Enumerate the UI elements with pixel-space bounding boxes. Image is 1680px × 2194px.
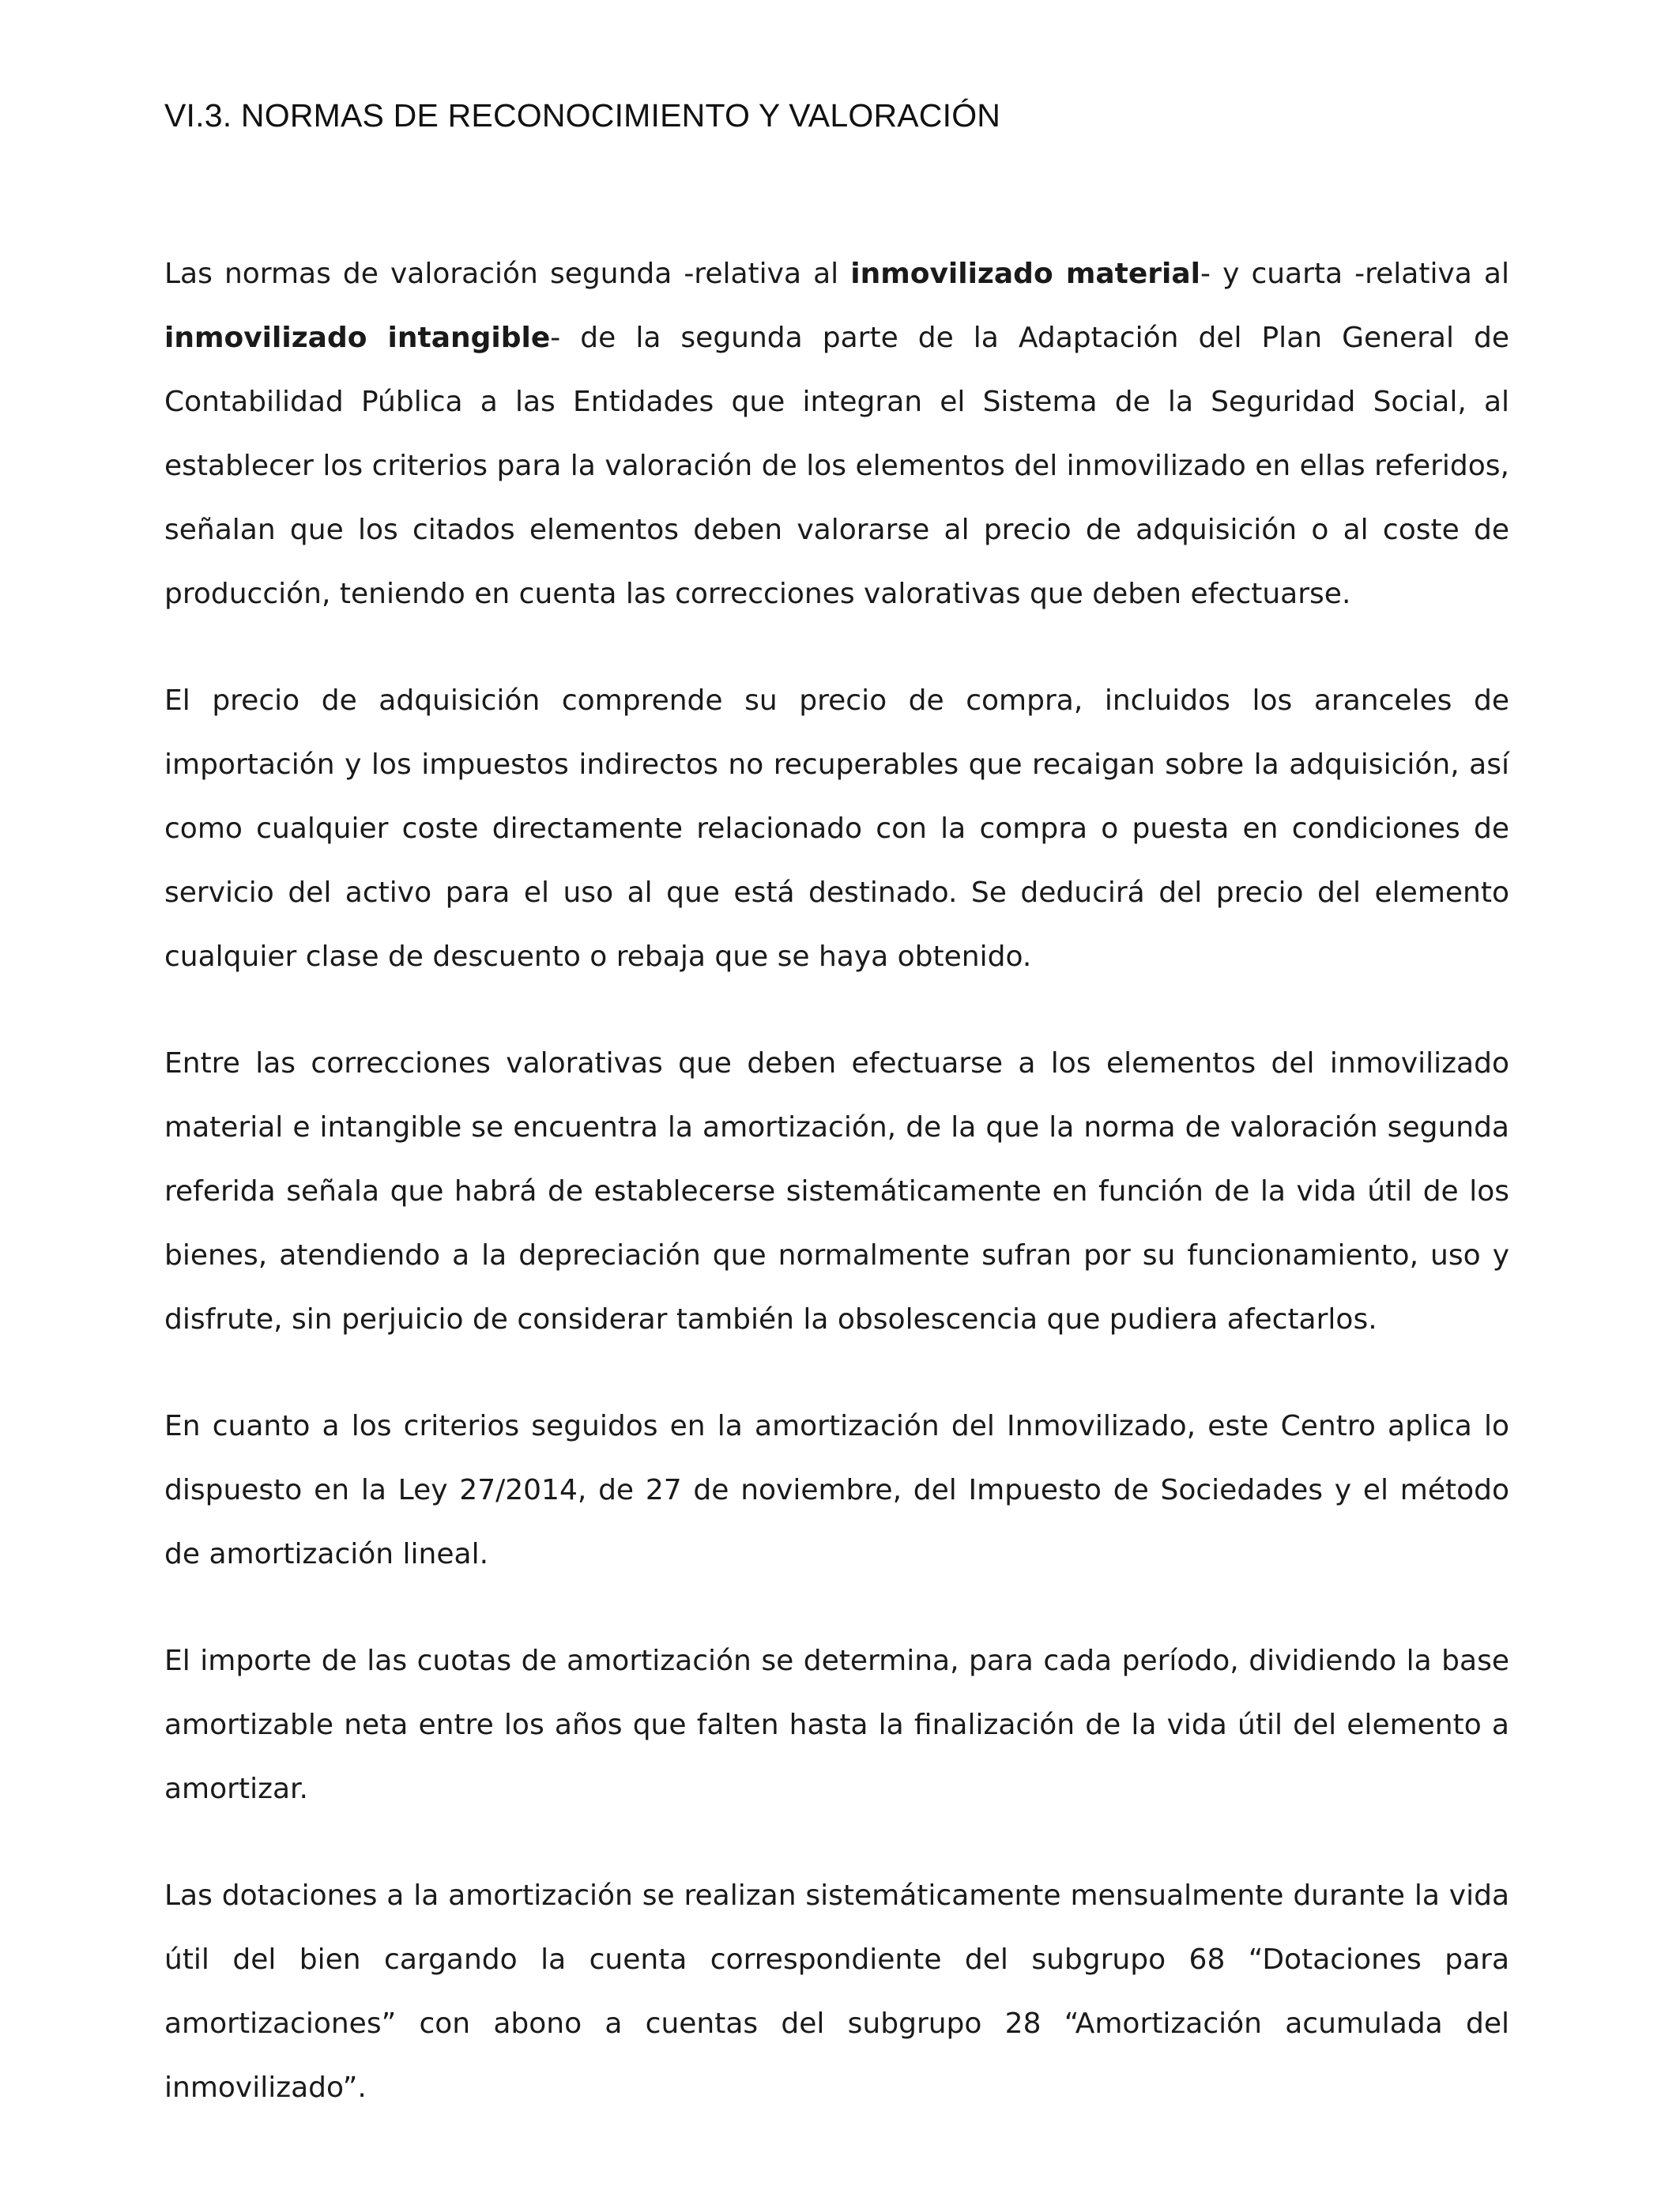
p1-bold-intangible: inmovilizado intangible: [164, 322, 551, 354]
paragraph-acquisition-price: El precio de adquisición comprende su precio de compra, incluidos los aranceles de importación y los impuestos indirectos no recuperables que recaigan sobre la adquisición, así como cualquier coste directamente relacionado con la compra o puesta en condiciones de servicio del activo para el uso al que está destinado. Se deducirá del precio del elemento cualquier clase de descuento o rebaja que se haya obtenido.: [164, 684, 1509, 973]
paragraph-amortization-endowments: Las dotaciones a la amortización se realizan sistemáticamente mensualmente durante la vida útil del bien cargando la cuenta correspondiente del subgrupo 68 “Dotaciones para amortizaciones” con abono a cuentas del subgrupo 28 “Amortización acumulada del inmovilizado”.: [164, 1879, 1509, 2104]
p1-text-1: Las normas de valoración segunda -relativa al: [164, 258, 851, 290]
p1-bold-material: inmovilizado material: [850, 258, 1200, 290]
paragraph-valuation-norms: [164, 242, 1509, 626]
p1-text-2: - y cuarta -relativa al: [1200, 258, 1509, 290]
paragraph-amortization-criteria: En cuanto a los criterios seguidos en la amortización del Inmovilizado, este Centro aplica lo dispuesto en la Ley 27/2014, de 27 de noviembre, del Impuesto de Sociedades y el método de amortización lineal.: [164, 1410, 1509, 1570]
paragraph-amortization-quotas: El importe de las cuotas de amortización se determina, para cada período, dividiendo la base amortizable neta entre los años que falten hasta la finalización de la vida útil del elemento a amortizar.: [164, 1645, 1509, 1805]
paragraph-valuation-corrections: Entre las correcciones valorativas que deben efectuarse a los elementos del inmovilizado material e intangible se encuentra la amortización, de la que la norma de valoración segunda referida señala que habrá de establecerse sistemáticamente en función de la vida útil de los bienes, atendiendo a la depreciación que normalmente sufran por su funcionamiento, uso y disfrute, sin perjuicio de considerar también la obsolescencia que pudiera afectarlos.: [164, 1047, 1509, 1336]
p1-text-3: - de la segunda parte de la Adaptación del Plan General de Contabilidad Pública a las Entidades que integran el Sistema de la Seguridad Social, al establecer los criterios para la valoración de los elementos del inmovilizado en ellas referidos, señalan que los citados elementos deben valorarse al precio de adquisición o al coste de producción, teniendo en cuenta las correcciones valorativas que deben efectuarse.: [164, 322, 1509, 610]
document-body: [164, 242, 1509, 2162]
section-heading: VI.3. NORMAS DE RECONOCIMIENTO Y VALORACIÓN: [164, 97, 1001, 134]
